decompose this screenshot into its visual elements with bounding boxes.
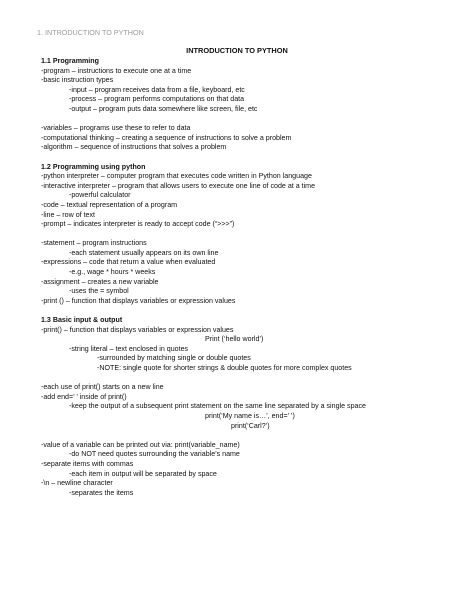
document-body bbox=[41, 57, 461, 498]
text-line: -interactive interpreter – program that allows users to execute one line of code at a time bbox=[41, 181, 316, 190]
text-line: -variables – programs use these to refer to data bbox=[41, 124, 191, 133]
text-line: -python interpreter – computer program that executes code written in Python language bbox=[41, 172, 312, 181]
section-heading: 1.1 Programming bbox=[41, 57, 99, 65]
text-line: -computational thinking – creating a sequence of instructions to solve a problem bbox=[41, 133, 292, 142]
text-line: -surrounded by matching single or double quotes bbox=[97, 354, 251, 363]
text-line: print(‘Carl?’) bbox=[231, 421, 270, 430]
text-line: -NOTE: single quote for shorter strings & double quotes for more complex quotes bbox=[97, 364, 352, 372]
document-title: INTRODUCTION TO PYTHON bbox=[186, 46, 288, 55]
text-line: -separates the items bbox=[69, 488, 134, 497]
text-line: -program – instructions to execute one at a time bbox=[41, 66, 192, 75]
page-header: 1. INTRODUCTION TO PYTHON bbox=[37, 28, 144, 37]
text-line: -each use of print() starts on a new line bbox=[41, 383, 164, 392]
text-line: -separate items with commas bbox=[41, 459, 134, 468]
text-line: -print () – function that displays variables or expression values bbox=[41, 296, 236, 305]
blank-line bbox=[41, 153, 461, 163]
text-line: -powerful calculator bbox=[69, 191, 131, 200]
blank-line bbox=[41, 431, 461, 441]
section-heading: 1.2 Programming using python bbox=[41, 162, 146, 171]
text-line: -each statement usually appears on its own line bbox=[69, 248, 219, 257]
text-line: -basic instruction types bbox=[41, 76, 114, 85]
blank-line bbox=[41, 374, 461, 384]
text-line: -line – row of text bbox=[41, 210, 96, 219]
text-line: -expressions – code that return a value when evaluated bbox=[41, 258, 216, 267]
text-line: -output – program puts data somewhere like screen, file, etc bbox=[69, 104, 258, 113]
text-line: -add end=’ ’ inside of print() bbox=[41, 392, 127, 401]
text-line: -value of a variable can be printed out via: print(variable_name) bbox=[41, 440, 240, 449]
text-line: print(‘My name is…’, end=’ ’) bbox=[205, 411, 295, 420]
text-line: -prompt – indicates interpreter is ready to accept code (“>>>”) bbox=[41, 220, 235, 229]
text-line: -assignment – creates a new variable bbox=[41, 277, 159, 286]
text-line: -each item in output will be separated by space bbox=[69, 469, 217, 478]
text-line: Print (‘hello world’) bbox=[205, 335, 264, 344]
text-line: -\n – newline character bbox=[41, 479, 113, 488]
text-line: -uses the = symbol bbox=[69, 287, 129, 296]
text-line: -print() – function that displays variables or expression values bbox=[41, 325, 234, 334]
blank-line bbox=[41, 230, 461, 240]
section-heading: 1.3 Basic input & output bbox=[41, 316, 123, 325]
text-line: -process – program performs computations on that data bbox=[69, 95, 245, 104]
text-line: -algorithm – sequence of instructions that solves a problem bbox=[41, 143, 227, 152]
text-line: -e.g., wage * hours * weeks bbox=[69, 268, 156, 277]
text-line: -statement – program instructions bbox=[41, 239, 147, 248]
text-line: -code – textual representation of a program bbox=[41, 200, 178, 209]
blank-line bbox=[41, 306, 461, 316]
text-line: -do NOT need quotes surrounding the variable’s name bbox=[69, 450, 240, 459]
blank-line bbox=[41, 115, 461, 125]
text-line: -string literal – text enclosed in quotes bbox=[69, 344, 189, 353]
text-line: -input – program receives data from a file, keyboard, etc bbox=[69, 85, 245, 94]
text-line: -keep the output of a subsequent print statement on the same line separated by a single space bbox=[69, 402, 366, 411]
